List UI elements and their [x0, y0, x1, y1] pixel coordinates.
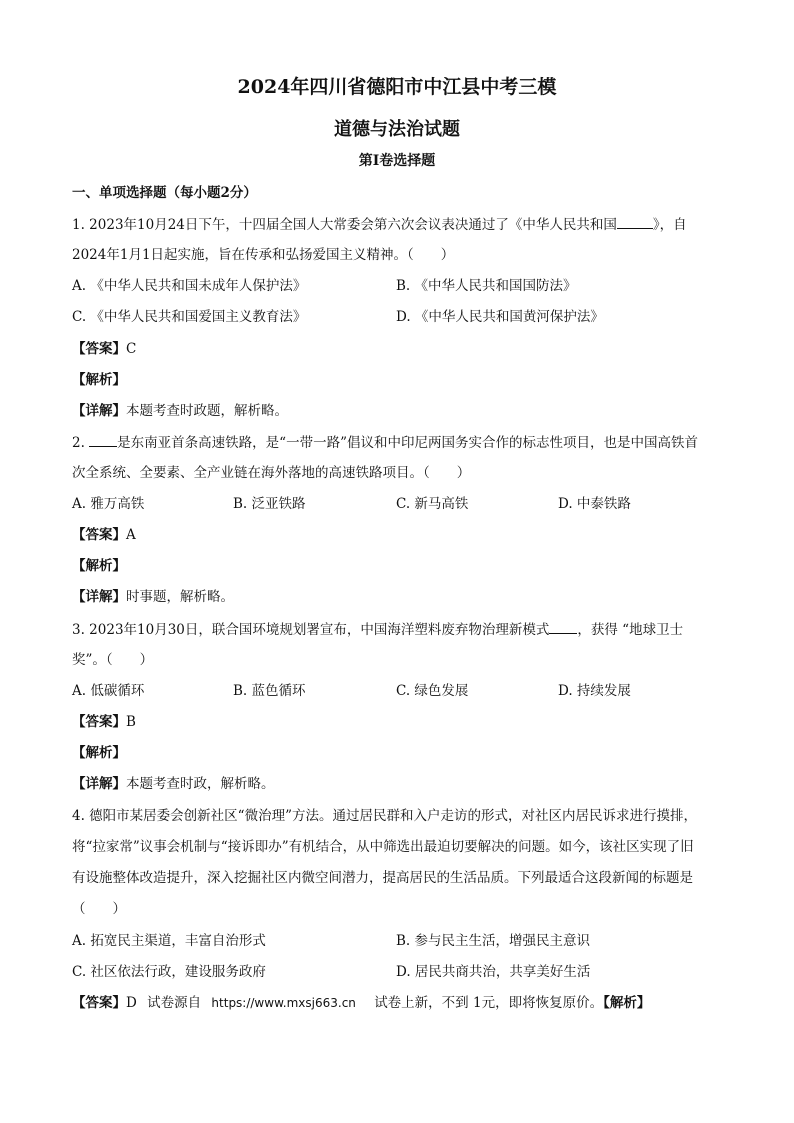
q3-answer: [72, 712, 136, 732]
analysis-label: 【解析】: [603, 995, 651, 1011]
q1-stem-line1: [72, 214, 687, 235]
q2-detail: [72, 587, 234, 607]
q1-option-d: D. 《中华人民共和国黄河保护法》: [396, 309, 604, 325]
exam-title: 2024年四川省德阳市中江县中考三模: [237, 76, 557, 98]
detail-label: 【详解】: [72, 589, 126, 605]
answer-label: 【答案】: [72, 527, 126, 543]
q4-option-c: C. 社区依法行政，建设服务政府: [72, 964, 266, 980]
q1-answer-value: C: [126, 341, 137, 357]
q2-detail-text: 时事题，解析略。: [126, 589, 234, 605]
q4-stem-line2: 将“拉家常”议事会机制与“接诉即办”有机结合，从中筛选出最迫切要解决的问题。如今，该社区实现了旧: [72, 839, 694, 855]
q4-answer-line: [72, 993, 650, 1013]
q1-analysis-label: 【解析】: [72, 372, 126, 388]
q4-stem-line1: 4. 德阳市某居委会创新社区“微治理”方法。通过居民群和入户走访的形式，对社区内居民诉求进行摸排，: [72, 808, 697, 824]
q4-option-a: A. 拓宽民主渠道，丰富自治形式: [72, 933, 266, 949]
q4-option-d: D. 居民共商共治，共享美好生活: [396, 964, 591, 980]
q3-detail: [72, 774, 275, 794]
q2-stem-post: 是东南亚首条高速铁路，是“一带一路”倡议和中印尼两国务实合作的标志性项目，也是中国高铁首: [117, 435, 698, 451]
source-note-pre: 试卷源自: [147, 995, 202, 1011]
q1-option-a: A. 《中华人民共和国未成年人保护法》: [72, 278, 307, 294]
q4-stem-line4: （ ）: [72, 901, 126, 917]
q3-stem-line2: 奖”。（ ）: [72, 652, 154, 668]
q3-answer-value: B: [126, 714, 136, 730]
q2-blank: [89, 432, 117, 447]
q1-option-b: B. 《中华人民共和国国防法》: [396, 278, 577, 294]
q4-option-b: B. 参与民主生活，增强民主意识: [396, 933, 591, 949]
subject-title: 道德与法治试题: [334, 119, 460, 140]
q3-option-a: A. 低碳循环: [72, 683, 145, 699]
q1-answer: [72, 339, 136, 359]
q2-stem-pre: 2.: [72, 435, 90, 451]
q2-answer-value: A: [126, 527, 136, 543]
detail-label: 【详解】: [72, 403, 126, 419]
q3-option-d: D. 持续发展: [558, 683, 631, 699]
q3-stem-pre: 3. 2023年10月30日，联合国环境规划署宣布，中国海洋塑料废弃物治理新模式: [72, 622, 550, 638]
q1-stem-post: 》，自: [652, 217, 687, 233]
q2-answer: [72, 525, 136, 545]
section-heading: 一、单项选择题（每小题2分）: [72, 185, 257, 201]
answer-label: 【答案】: [72, 714, 126, 730]
q1-option-c: C. 《中华人民共和国爱国主义教育法》: [72, 309, 307, 325]
q1-detail: [72, 401, 288, 421]
q3-detail-text: 本题考查时政，解析略。: [126, 776, 275, 792]
q2-analysis-label: 【解析】: [72, 558, 126, 574]
q1-detail-text: 本题考查时政题，解析略。: [126, 403, 288, 419]
q3-stem-post: ，获得 “地球卫士: [577, 622, 684, 638]
q2-option-b: B. 泛亚铁路: [233, 496, 306, 512]
q3-option-c: C. 绿色发展: [396, 683, 469, 699]
q4-answer-value: D: [126, 995, 137, 1011]
q2-option-d: D. 中泰铁路: [558, 496, 631, 512]
q1-stem-pre: 1. 2023年10月24日下午，十四届全国人大常委会第六次会议表决通过了《中华人民共和国: [72, 217, 617, 233]
q1-stem-line2: 2024年1月1日起实施，旨在传承和弘扬爱国主义精神。（ ）: [72, 247, 455, 263]
detail-label: 【详解】: [72, 776, 126, 792]
q3-blank: [549, 619, 577, 634]
answer-label: 【答案】: [72, 341, 126, 357]
q3-option-b: B. 蓝色循环: [233, 683, 306, 699]
q3-analysis-label: 【解析】: [72, 745, 126, 761]
volume-title: 第Ⅰ卷选择题: [358, 153, 436, 169]
answer-label: 【答案】: [72, 995, 126, 1011]
q2-stem-line1: [72, 432, 698, 453]
q2-option-c: C. 新马高铁: [396, 496, 469, 512]
source-note-post: 试卷上新，不到 1元，即将恢复原价。: [374, 995, 604, 1011]
q2-stem-line2: 次全系统、全要素、全产业链在海外落地的高速铁路项目。（ ）: [72, 465, 471, 481]
q2-option-a: A. 雅万高铁: [72, 496, 145, 512]
q4-stem-line3: 有设施整体改造提升，深入挖掘社区内微空间潜力，提高居民的生活品质。下列最适合这段新闻的标题是: [72, 870, 693, 886]
source-link[interactable]: https://www.mxsj663.cn: [211, 996, 356, 1010]
q1-blank: [617, 214, 653, 229]
q3-stem-line1: [72, 619, 683, 640]
